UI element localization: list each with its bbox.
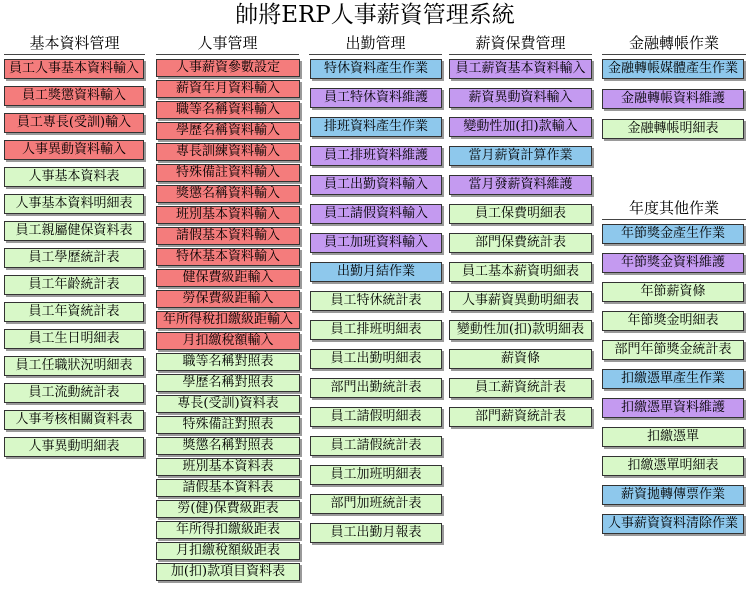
menu-item[interactable]: 年節獎金產生作業 — [602, 224, 744, 244]
menu-item[interactable]: 金融轉帳明細表 — [602, 119, 744, 139]
menu-item[interactable]: 員工出勤資料輸入 — [310, 175, 442, 195]
menu-item[interactable]: 員工出勤月報表 — [310, 523, 442, 543]
menu-item[interactable]: 員工任職狀況明細表 — [4, 356, 144, 376]
menu-item[interactable]: 獎懲名稱對照表 — [156, 437, 300, 455]
header-divider — [309, 54, 442, 55]
menu-item[interactable]: 員工人事基本資料輸入 — [4, 59, 144, 79]
menu-item[interactable]: 薪資拋轉傳票作業 — [602, 485, 744, 505]
menu-item[interactable]: 員工請假資料輸入 — [310, 204, 442, 224]
menu-item[interactable]: 請假基本資料表 — [156, 479, 300, 497]
menu-item[interactable]: 班別基本資料輸入 — [156, 206, 300, 224]
column-bank-transfer — [600, 33, 748, 149]
menu-item[interactable]: 年節獎金明細表 — [602, 311, 744, 331]
menu-item[interactable]: 員工請假統計表 — [310, 436, 442, 456]
menu-item[interactable]: 當月薪資計算作業 — [449, 146, 592, 166]
column-attendance — [307, 33, 444, 552]
column-annual-other — [600, 198, 748, 543]
menu-item[interactable]: 排班資料產生作業 — [310, 117, 442, 137]
menu-item[interactable]: 健保費級距輸入 — [156, 269, 300, 287]
menu-item[interactable]: 員工薪資統計表 — [449, 378, 592, 398]
menu-item[interactable]: 加(扣)款項目資料表 — [156, 563, 300, 581]
menu-item[interactable]: 扣繳憑單明細表 — [602, 456, 744, 476]
menu-item[interactable]: 部門保費統計表 — [449, 233, 592, 253]
menu-item[interactable]: 員工出勤明細表 — [310, 349, 442, 369]
menu-item[interactable]: 人事基本資料表 — [4, 167, 144, 187]
menu-item[interactable]: 年節薪資條 — [602, 282, 744, 302]
menu-item[interactable]: 人事基本資料明細表 — [4, 194, 144, 214]
menu-item[interactable]: 年節獎金資料維護 — [602, 253, 744, 273]
menu-item[interactable]: 員工排班資料維護 — [310, 146, 442, 166]
menu-item[interactable]: 員工特休統計表 — [310, 291, 442, 311]
menu-item[interactable]: 人事異動明細表 — [4, 437, 144, 457]
menu-item[interactable]: 學歷名稱資料輸入 — [156, 122, 300, 140]
menu-item[interactable]: 變動性加(扣)款明細表 — [449, 320, 592, 340]
menu-item[interactable]: 月扣繳稅額級距表 — [156, 542, 300, 560]
menu-item[interactable]: 部門加班統計表 — [310, 494, 442, 514]
header-divider — [602, 54, 746, 55]
menu-item[interactable]: 扣繳憑單資料維護 — [602, 398, 744, 418]
menu-item[interactable]: 部門出勤統計表 — [310, 378, 442, 398]
menu-item[interactable]: 員工排班明細表 — [310, 320, 442, 340]
column-payroll-insurance — [447, 33, 594, 436]
menu-item[interactable]: 員工加班資料輸入 — [310, 233, 442, 253]
menu-item[interactable]: 薪資條 — [449, 349, 592, 369]
column-header: 基本資料管理 — [29, 34, 120, 52]
menu-item[interactable]: 員工請假明細表 — [310, 407, 442, 427]
menu-item[interactable]: 員工年齡統計表 — [4, 275, 144, 295]
menu-item[interactable]: 扣繳憑單 — [602, 427, 744, 447]
menu-item[interactable]: 專長訓練資料輸入 — [156, 143, 300, 161]
menu-item[interactable]: 員工基本薪資明細表 — [449, 262, 592, 282]
column-header: 金融轉帳作業 — [628, 34, 719, 52]
menu-item[interactable]: 特休資料產生作業 — [310, 59, 442, 79]
header-divider — [4, 54, 145, 55]
menu-item[interactable]: 員工學歷統計表 — [4, 248, 144, 268]
menu-item[interactable]: 出勤月結作業 — [310, 262, 442, 282]
menu-item[interactable]: 員工特休資料維護 — [310, 88, 442, 108]
menu-item[interactable]: 專長(受訓)資料表 — [156, 395, 300, 413]
menu-item[interactable]: 獎懲名稱資料輸入 — [156, 185, 300, 203]
page-title: 帥將ERP人事薪資管理系統 — [235, 2, 515, 28]
menu-item[interactable]: 薪資年月資料輸入 — [156, 80, 300, 98]
menu-item[interactable]: 變動性加(扣)款輸入 — [449, 117, 592, 137]
menu-item[interactable]: 員工生日明細表 — [4, 329, 144, 349]
menu-item[interactable]: 員工親屬健保資料表 — [4, 221, 144, 241]
menu-item[interactable]: 學歷名稱對照表 — [156, 374, 300, 392]
menu-item[interactable]: 員工獎懲資料輸入 — [4, 86, 144, 106]
menu-item[interactable]: 特休基本資料輸入 — [156, 248, 300, 266]
menu-item[interactable]: 職等名稱對照表 — [156, 353, 300, 371]
column-header: 出勤管理 — [345, 34, 406, 52]
column-header: 薪資保費管理 — [475, 34, 566, 52]
column-header: 人事管理 — [197, 34, 258, 52]
menu-item[interactable]: 年所得稅扣繳級距輸入 — [156, 311, 300, 329]
menu-item[interactable]: 勞(健)保費級距表 — [156, 500, 300, 518]
menu-item[interactable]: 當月發薪資料維護 — [449, 175, 592, 195]
menu-item[interactable]: 部門薪資統計表 — [449, 407, 592, 427]
menu-item[interactable]: 人事薪資資料清除作業 — [602, 514, 744, 534]
menu-item[interactable]: 員工保費明細表 — [449, 204, 592, 224]
menu-item[interactable]: 人事考核相關資料表 — [4, 410, 144, 430]
column-header: 年度其他作業 — [628, 199, 719, 217]
menu-item[interactable]: 勞保費級距輸入 — [156, 290, 300, 308]
menu-item[interactable]: 員工薪資基本資料輸入 — [449, 59, 592, 79]
menu-item[interactable]: 員工年資統計表 — [4, 302, 144, 322]
menu-item[interactable]: 扣繳憑單產生作業 — [602, 369, 744, 389]
menu-item[interactable]: 人事異動資料輸入 — [4, 140, 144, 160]
header-divider — [449, 54, 592, 55]
menu-item[interactable]: 班別基本資料表 — [156, 458, 300, 476]
menu-item[interactable]: 職等名稱資料輸入 — [156, 101, 300, 119]
menu-item[interactable]: 人事薪資異動明細表 — [449, 291, 592, 311]
menu-item[interactable]: 特殊備註對照表 — [156, 416, 300, 434]
menu-item[interactable]: 月扣繳稅額輸入 — [156, 332, 300, 350]
menu-item[interactable]: 薪資異動資料輸入 — [449, 88, 592, 108]
menu-item[interactable]: 金融轉帳媒體產生作業 — [602, 59, 744, 79]
menu-item[interactable]: 年所得扣繳級距表 — [156, 521, 300, 539]
menu-item[interactable]: 員工流動統計表 — [4, 383, 144, 403]
menu-item[interactable]: 部門年節獎金統計表 — [602, 340, 744, 360]
menu-item[interactable]: 員工專長(受訓)輸入 — [4, 113, 144, 133]
menu-item[interactable]: 員工加班明細表 — [310, 465, 442, 485]
header-divider — [602, 219, 746, 220]
menu-item[interactable]: 特殊備註資料輸入 — [156, 164, 300, 182]
menu-item[interactable]: 人事薪資參數設定 — [156, 59, 300, 77]
column-personnel — [154, 33, 301, 584]
column-basic-data — [2, 33, 147, 464]
header-divider — [156, 54, 299, 55]
menu-item[interactable]: 金融轉帳資料維護 — [602, 89, 744, 109]
menu-item[interactable]: 請假基本資料輸入 — [156, 227, 300, 245]
